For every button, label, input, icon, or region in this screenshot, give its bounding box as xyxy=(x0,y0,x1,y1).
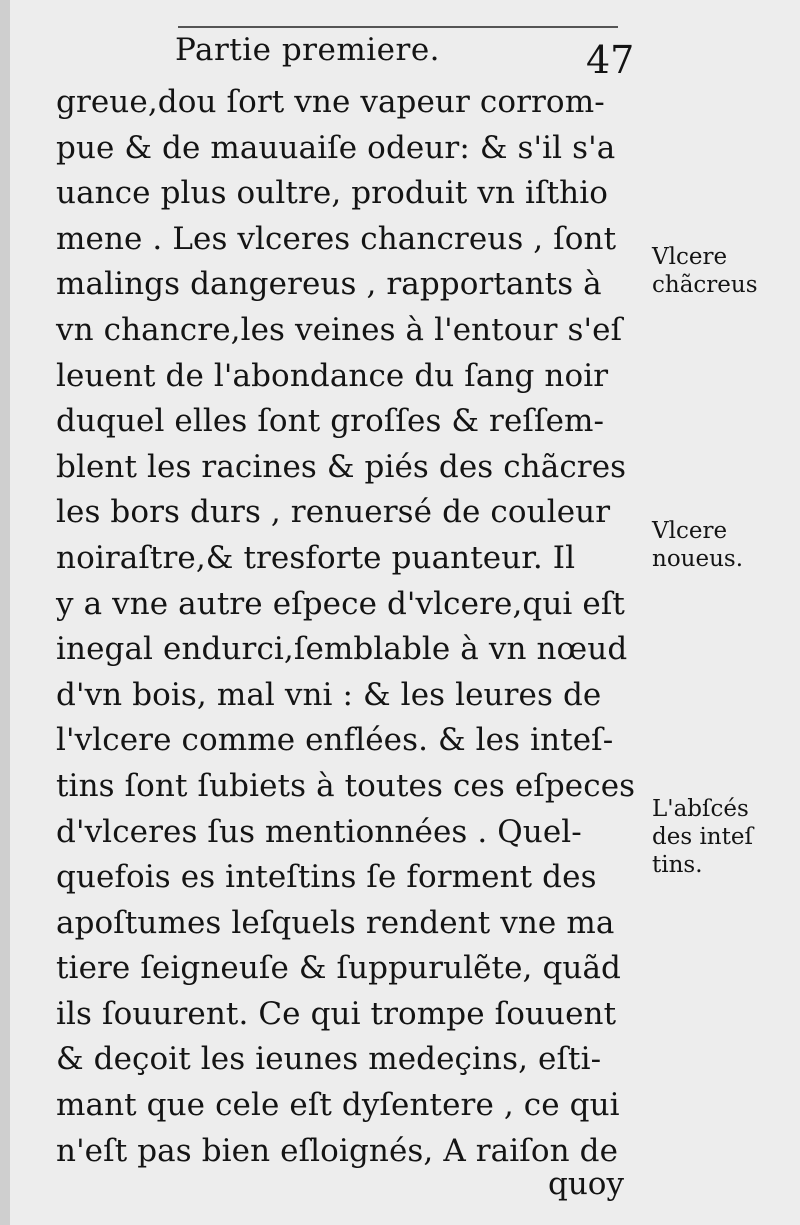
margin-note xyxy=(652,795,753,879)
text-line: ils ſouurent. Ce qui trompe ſouuent xyxy=(56,995,617,1032)
text-line: vn chancre,les veines à l'entour s'eſ xyxy=(56,311,623,348)
catchword: quoy xyxy=(548,1166,624,1202)
text-line: les bors durs , renuersé de couleur xyxy=(56,494,611,531)
margin-note-line: chãcreus xyxy=(652,272,758,298)
text-line: d'vn bois, mal vni : & les leures de xyxy=(56,676,602,713)
text-line: noiraſtre,& tresforte puanteur. Il xyxy=(56,539,576,576)
text-line: uance plus oultre, produit vn iſthio xyxy=(56,175,609,212)
text-line: tiere ſeigneuſe & ſuppurulẽte, quãd xyxy=(56,950,621,987)
text-line: mant que cele eſt dyſentere , ce qui xyxy=(56,1087,620,1124)
text-line: n'eſt pas bien eſloignés, A raiſon de xyxy=(56,1132,619,1169)
margin-note xyxy=(652,517,743,573)
text-line: duquel elles ſont groſſes & reſſem- xyxy=(56,403,605,440)
margin-note-line: tins. xyxy=(652,852,703,878)
text-line: greue,dou ſort vne vapeur corrom- xyxy=(56,84,605,120)
margin-note-line: Vlcere xyxy=(652,244,728,270)
text-line: l'vlcere comme enflées. & les inteſ- xyxy=(56,722,614,759)
text-line: malings dangereus , rapportants à xyxy=(56,266,602,303)
text-line: & deçoit les ieunes medeçins, eſti- xyxy=(56,1041,602,1078)
margin-note-line: des inteſ xyxy=(652,824,753,850)
text-line: mene . Les vlceres chancreus , ſont xyxy=(56,220,617,257)
margin-note-line: L'abſcés xyxy=(652,796,749,822)
running-head: Partie premiere. xyxy=(175,32,441,68)
text-line: leuent de l'abondance du ſang noir xyxy=(56,357,609,394)
body-text xyxy=(56,80,646,1174)
text-line: y a vne autre eſpece d'vlcere,qui eſt xyxy=(56,585,625,622)
margin-note xyxy=(652,243,758,299)
text-line: tins ſont ſubiets à toutes ces eſpeces xyxy=(56,767,636,804)
text-line: d'vlceres ſus mentionnées . Quel- xyxy=(56,813,582,850)
margin-note-line: noueus. xyxy=(652,546,744,572)
page-number: 47 xyxy=(586,38,635,82)
text-line: pue & de mauuaiſe odeur: & s'il s'a xyxy=(56,129,616,166)
text-line: quefois es inteſtins ſe forment des xyxy=(56,859,597,896)
text-line: inegal endurci,ſemblable à vn nœud xyxy=(56,631,628,668)
text-line: blent les racines & piés des chãcres xyxy=(56,448,627,485)
header-rule xyxy=(178,26,618,28)
page-binding-edge xyxy=(0,0,10,1225)
margin-note-line: Vlcere xyxy=(652,518,728,544)
text-line: apoſtumes leſquels rendent vne ma xyxy=(56,904,615,941)
